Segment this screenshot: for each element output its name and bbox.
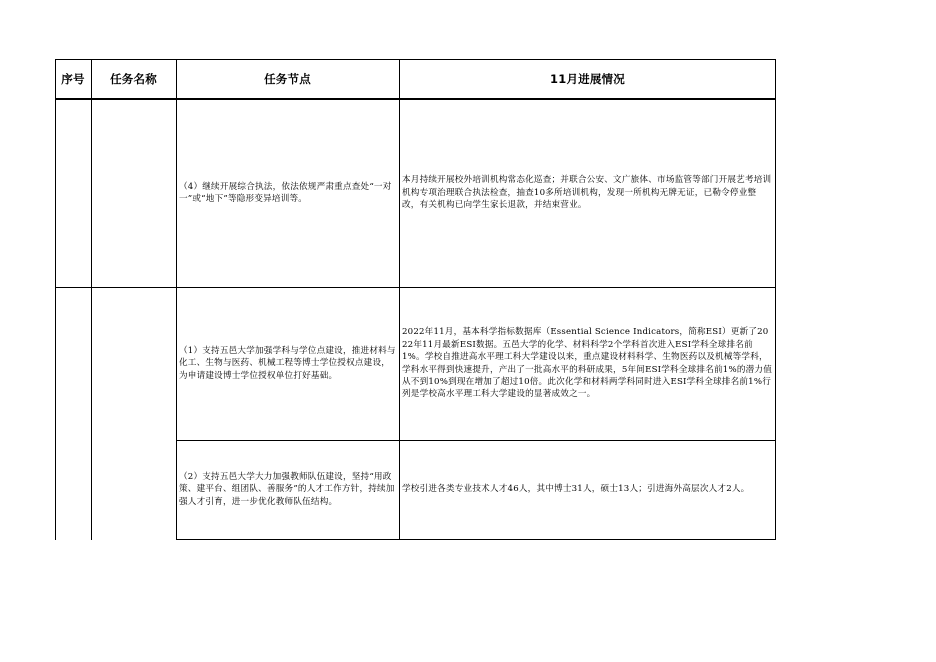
task-node-column-divider (399, 59, 400, 540)
table-row-3-task-node: （2）支持五邑大学大力加强教师队伍建设，坚持“用政策、建平台、组团队、善服务”的人才工作方针，持续加强人才引育，进一步优化教师队伍结构。 (179, 471, 395, 507)
table-row-2-task-node: （1）支持五邑大学加强学科与学位点建设，推进材料与化工、生物与医药、机械工程等博士学位授权点建设，为申请建设博士学位授权单位打好基础。 (179, 345, 396, 381)
header-progress: 11月进展情况 (550, 71, 625, 86)
header-bottom-border (55, 98, 776, 100)
seq-column-divider (91, 59, 92, 540)
header-task-node: 任务节点 (264, 71, 311, 86)
task-name-column-divider (176, 59, 177, 540)
table-row-3-progress: 学校引进各类专业技术人才46人，其中博士31人，硕士13人；引进海外高层次人才2人。 (402, 484, 750, 495)
table-row-1-progress: 本月持续开展校外培训机构常态化巡查；并联合公安、文广旅体、市场监管等部门开展艺考培训机构专项治理联合执法检查，抽查10多所培训机构，发现一所机构无牌无证，已勒令停业整改，有关机构已向学生家长退款，并结束营业。 (402, 175, 772, 211)
row-3-bottom-border (176, 539, 776, 540)
table-row-1-task-node: （4）继续开展综合执法，依法依规严肃重点查处“一对一”或“地下”等隐形变异培训等。 (179, 181, 392, 204)
row-1-bottom-border (55, 287, 776, 288)
table-left-border (55, 59, 56, 540)
header-seq: 序号 (61, 71, 85, 86)
header-task-name: 任务名称 (110, 71, 157, 86)
table-row-2-progress: 2022年11月，基本科学指标数据库（Essential Science Indicators，简称ESI）更新了2022年11月最新ESI数据。五邑大学的化学、材料科学2个学科首次进入ESI学科全球排名前1%。学校自推进高水平理工科大学建设以来，重点建设材料科学、生物医药以及机械等学科，学科水平得到快速提升，产出了一批高水平的科研成果，5年间ESI学科全球排名前1%的潜力值从不到10%到现在增加了超过10倍。此次化学和材料两学科同时进入ESI学科全球排名前1%行列是学校高水平理工科大学建设的显著成效之一。 (402, 327, 773, 400)
table-top-border (55, 59, 776, 60)
table-right-border (775, 59, 776, 540)
row-2-bottom-border (176, 440, 776, 441)
